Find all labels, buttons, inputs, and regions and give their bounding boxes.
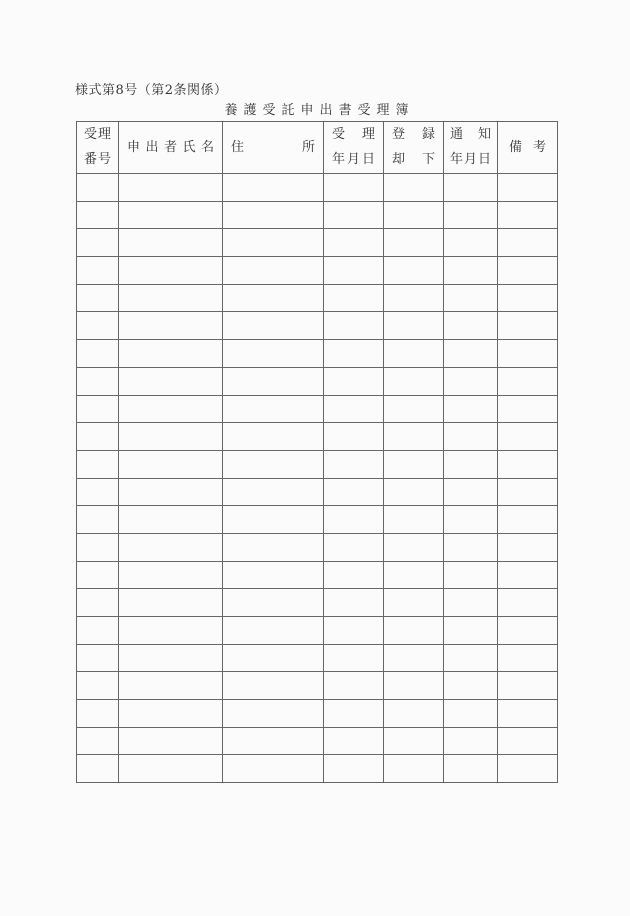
column-header-line: 番 号 (84, 152, 111, 167)
table-row (77, 450, 558, 478)
table-row (77, 755, 558, 783)
table-cell-registration-or-rejection (384, 174, 444, 202)
register-table (76, 121, 558, 783)
table-cell-registration-or-rejection (384, 201, 444, 229)
table-cell-receipt-date (324, 672, 384, 700)
header-row (77, 122, 558, 174)
table-cell-registration-or-rejection (384, 395, 444, 423)
table-cell-remarks (498, 478, 558, 506)
table-cell-address (223, 229, 324, 257)
table-cell-receipt-number (77, 755, 119, 783)
table-cell-remarks (498, 533, 558, 561)
table-cell-notification-date (444, 478, 498, 506)
table-cell-receipt-date (324, 257, 384, 285)
table-cell-registration-or-rejection (384, 340, 444, 368)
table-cell-address (223, 450, 324, 478)
column-header-line: 受 理 (84, 127, 111, 142)
table-cell-notification-date (444, 727, 498, 755)
table-cell-registration-or-rejection (384, 506, 444, 534)
table-cell-registration-or-rejection (384, 450, 444, 478)
table-cell-applicant-name (119, 506, 223, 534)
table-cell-remarks (498, 672, 558, 700)
table-cell-receipt-number (77, 589, 119, 617)
table-cell-applicant-name (119, 755, 223, 783)
table-cell-applicant-name (119, 644, 223, 672)
table-cell-address (223, 257, 324, 285)
table-cell-address (223, 617, 324, 645)
table-cell-remarks (498, 617, 558, 645)
table-cell-receipt-number (77, 450, 119, 478)
table-cell-remarks (498, 727, 558, 755)
table-cell-notification-date (444, 257, 498, 285)
table-cell-notification-date (444, 201, 498, 229)
table-cell-remarks (498, 395, 558, 423)
table-cell-receipt-number (77, 506, 119, 534)
table-cell-notification-date (444, 700, 498, 728)
table-cell-receipt-number (77, 367, 119, 395)
table-cell-notification-date (444, 561, 498, 589)
table-cell-address (223, 312, 324, 340)
table-cell-address (223, 727, 324, 755)
table-cell-remarks (498, 589, 558, 617)
table-cell-registration-or-rejection (384, 755, 444, 783)
table-cell-remarks (498, 174, 558, 202)
table-cell-notification-date (444, 423, 498, 451)
table-cell-receipt-date (324, 533, 384, 561)
table-cell-registration-or-rejection (384, 312, 444, 340)
table-cell-remarks (498, 367, 558, 395)
table-cell-remarks (498, 423, 558, 451)
table-cell-receipt-number (77, 478, 119, 506)
table-cell-notification-date (444, 450, 498, 478)
table-cell-registration-or-rejection (384, 589, 444, 617)
table-cell-receipt-date (324, 450, 384, 478)
table-cell-receipt-number (77, 423, 119, 451)
table-header (77, 122, 558, 174)
table-cell-registration-or-rejection (384, 644, 444, 672)
table-cell-notification-date (444, 284, 498, 312)
table-cell-applicant-name (119, 672, 223, 700)
table-row (77, 589, 558, 617)
table-cell-notification-date (444, 367, 498, 395)
table-cell-remarks (498, 450, 558, 478)
table-cell-receipt-number (77, 340, 119, 368)
table-cell-remarks (498, 700, 558, 728)
table-cell-receipt-number (77, 533, 119, 561)
table-cell-remarks (498, 284, 558, 312)
table-cell-receipt-number (77, 561, 119, 589)
table-cell-applicant-name (119, 367, 223, 395)
column-header-applicant-name (119, 122, 223, 174)
table-row (77, 367, 558, 395)
column-header-remarks (498, 122, 558, 174)
table-cell-applicant-name (119, 201, 223, 229)
table-cell-receipt-number (77, 727, 119, 755)
table-cell-receipt-number (77, 395, 119, 423)
table-row (77, 312, 558, 340)
table-cell-receipt-date (324, 340, 384, 368)
table-cell-receipt-number (77, 229, 119, 257)
table-cell-registration-or-rejection (384, 727, 444, 755)
column-header-notification-date (444, 122, 498, 174)
table-cell-receipt-number (77, 617, 119, 645)
table-cell-receipt-date (324, 367, 384, 395)
table-cell-receipt-date (324, 727, 384, 755)
table-cell-applicant-name (119, 533, 223, 561)
table-cell-address (223, 533, 324, 561)
table-cell-receipt-number (77, 201, 119, 229)
table-cell-receipt-date (324, 506, 384, 534)
table-cell-remarks (498, 257, 558, 285)
column-header-receipt-date (324, 122, 384, 174)
table-cell-applicant-name (119, 450, 223, 478)
page-title: 養護受託申出書受理簿 (224, 103, 415, 118)
table-row (77, 229, 558, 257)
table-cell-registration-or-rejection (384, 700, 444, 728)
table-row (77, 700, 558, 728)
table-cell-remarks (498, 561, 558, 589)
table-row (77, 284, 558, 312)
column-header-line: 申 出 者 氏 名 (127, 139, 214, 155)
table-cell-remarks (498, 506, 558, 534)
column-header-line: 年 月 日 (332, 152, 375, 167)
table-cell-receipt-date (324, 700, 384, 728)
table-row (77, 533, 558, 561)
table-cell-notification-date (444, 533, 498, 561)
table-cell-address (223, 700, 324, 728)
table-cell-remarks (498, 340, 558, 368)
table-cell-notification-date (444, 617, 498, 645)
table-cell-receipt-date (324, 312, 384, 340)
table-row (77, 478, 558, 506)
column-header-line: 受 理 (332, 127, 375, 142)
table-cell-registration-or-rejection (384, 229, 444, 257)
column-header-line: 備 考 (509, 139, 546, 155)
column-header-receipt-number (77, 122, 119, 174)
table-cell-receipt-date (324, 174, 384, 202)
table-cell-registration-or-rejection (384, 478, 444, 506)
table-row (77, 423, 558, 451)
table-cell-address (223, 561, 324, 589)
table-cell-receipt-date (324, 644, 384, 672)
column-header-registration-or-rejection (384, 122, 444, 174)
table-cell-applicant-name (119, 257, 223, 285)
table-cell-address (223, 340, 324, 368)
table-cell-receipt-number (77, 284, 119, 312)
table-row (77, 644, 558, 672)
table-cell-address (223, 284, 324, 312)
table-cell-notification-date (444, 229, 498, 257)
table-cell-applicant-name (119, 478, 223, 506)
table-cell-receipt-date (324, 478, 384, 506)
table-cell-registration-or-rejection (384, 423, 444, 451)
table-cell-registration-or-rejection (384, 284, 444, 312)
table-row (77, 727, 558, 755)
column-header-line: 登 録 (392, 127, 435, 142)
form-label: 様式第8号（第2条関係） (75, 83, 228, 98)
table-cell-receipt-date (324, 617, 384, 645)
table-cell-applicant-name (119, 284, 223, 312)
table-row (77, 672, 558, 700)
table-cell-applicant-name (119, 561, 223, 589)
table-cell-receipt-date (324, 755, 384, 783)
table-cell-remarks (498, 229, 558, 257)
table-cell-remarks (498, 644, 558, 672)
table-cell-receipt-date (324, 395, 384, 423)
table-row (77, 395, 558, 423)
table-cell-receipt-number (77, 174, 119, 202)
table-cell-address (223, 423, 324, 451)
table-cell-notification-date (444, 506, 498, 534)
table-row (77, 174, 558, 202)
table-cell-registration-or-rejection (384, 257, 444, 285)
table-cell-registration-or-rejection (384, 672, 444, 700)
table-cell-notification-date (444, 755, 498, 783)
table-cell-receipt-date (324, 201, 384, 229)
table-cell-notification-date (444, 174, 498, 202)
column-header-line: 却 下 (392, 152, 435, 167)
table-cell-notification-date (444, 644, 498, 672)
table-body (77, 174, 558, 783)
table-cell-applicant-name (119, 589, 223, 617)
table-cell-receipt-date (324, 284, 384, 312)
table-cell-applicant-name (119, 395, 223, 423)
table-cell-registration-or-rejection (384, 561, 444, 589)
table-cell-receipt-number (77, 312, 119, 340)
table-cell-applicant-name (119, 727, 223, 755)
table-cell-applicant-name (119, 229, 223, 257)
table-cell-notification-date (444, 340, 498, 368)
table-cell-address (223, 506, 324, 534)
table-cell-address (223, 478, 324, 506)
table-cell-registration-or-rejection (384, 533, 444, 561)
table-cell-address (223, 755, 324, 783)
table-cell-remarks (498, 312, 558, 340)
table-cell-remarks (498, 201, 558, 229)
table-cell-registration-or-rejection (384, 617, 444, 645)
table-cell-receipt-date (324, 423, 384, 451)
table-cell-applicant-name (119, 312, 223, 340)
table-row (77, 340, 558, 368)
table-cell-applicant-name (119, 174, 223, 202)
table-cell-address (223, 589, 324, 617)
table-row (77, 506, 558, 534)
table-cell-receipt-number (77, 257, 119, 285)
table-cell-address (223, 174, 324, 202)
table-cell-receipt-number (77, 672, 119, 700)
table-cell-receipt-number (77, 700, 119, 728)
table-cell-applicant-name (119, 423, 223, 451)
table-cell-address (223, 367, 324, 395)
column-header-address (223, 122, 324, 174)
table-row (77, 617, 558, 645)
table-cell-receipt-date (324, 229, 384, 257)
table-cell-applicant-name (119, 700, 223, 728)
table-cell-address (223, 201, 324, 229)
column-header-line: 通 知 (450, 127, 491, 142)
column-header-line: 年 月 日 (450, 152, 491, 167)
table-cell-address (223, 395, 324, 423)
table-cell-receipt-number (77, 644, 119, 672)
table-cell-remarks (498, 755, 558, 783)
table-cell-notification-date (444, 672, 498, 700)
table-cell-applicant-name (119, 617, 223, 645)
table-cell-notification-date (444, 312, 498, 340)
table-cell-receipt-date (324, 561, 384, 589)
table-cell-address (223, 644, 324, 672)
table-row (77, 257, 558, 285)
table-cell-receipt-date (324, 589, 384, 617)
table-cell-applicant-name (119, 340, 223, 368)
table-cell-notification-date (444, 589, 498, 617)
table-row (77, 561, 558, 589)
table-cell-notification-date (444, 395, 498, 423)
table-cell-address (223, 672, 324, 700)
column-header-line: 住 所 (231, 139, 315, 155)
table-cell-registration-or-rejection (384, 367, 444, 395)
table-row (77, 201, 558, 229)
